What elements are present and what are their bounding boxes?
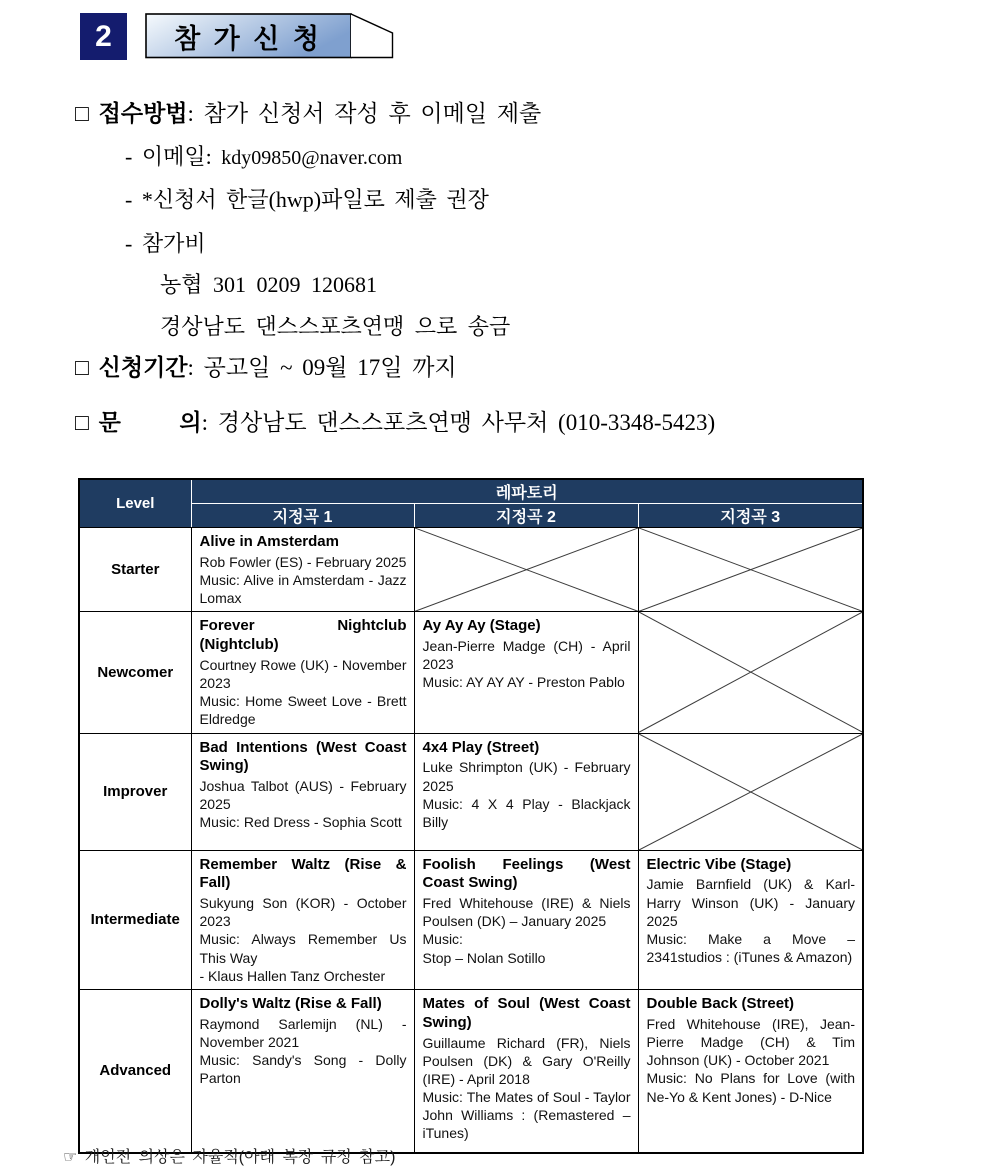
song-title: Dolly's Waltz (Rise & Fall): [199, 995, 382, 1012]
song-cell: [414, 990, 638, 1153]
file-format-text: *신청서 한글(hwp)파일로 제출 권장: [141, 187, 489, 212]
song-title: Electric Vibe (Stage): [646, 855, 792, 873]
crossed-out-cell: [638, 528, 863, 612]
song-detail-line: - Klaus Hallen Tanz Orchester: [199, 967, 386, 984]
song-title: Double Back (Street): [646, 995, 795, 1012]
song-detail-line: Music: Home Sweet Love - Brett Eldredge: [199, 693, 407, 728]
fee-label: 참가비: [141, 231, 206, 256]
song-header-3: 지정곡 3: [638, 504, 863, 528]
song-detail-line: Music: AY AY AY - Preston Pablo: [422, 674, 625, 691]
song-detail-line: Stop – Nolan Sotillo: [422, 949, 546, 966]
song-title: 4x4 Play (Street): [422, 738, 540, 756]
x-mark-icon: [415, 528, 638, 611]
song-detail-line: Joshua Talbot (AUS) - February 2025: [199, 778, 407, 813]
section-number: 2: [95, 19, 112, 53]
period-line: [75, 349, 457, 382]
method-label: 접수방법: [98, 101, 188, 126]
song-cell: [638, 990, 863, 1153]
song-detail-line: Guillaume Richard (FR), Niels Poulsen (DK) & Gary O'Reilly (IRE) - April 2018: [422, 1034, 631, 1087]
repertoire-table: [78, 478, 864, 1154]
song-detail-line: Music: Always Remember Us This Way: [199, 931, 407, 966]
song-cell: [191, 733, 414, 850]
email-line: [125, 140, 402, 171]
email-label: 이메일:: [141, 144, 222, 169]
song-detail-line: Music: No Plans for Love (with Ne-Yo & Kent Jones) - D-Nice: [646, 1070, 855, 1105]
contact-text: : 경상남도 댄스스포츠연맹 사무처 (010-3348-5423): [201, 410, 716, 435]
song-title: Ay Ay Ay (Stage): [422, 617, 541, 635]
song-cell: [414, 850, 638, 989]
section-header: [80, 13, 395, 60]
song-detail-line: Music: Make a Move – 2341studios : (iTunes & Amazon): [646, 930, 855, 966]
dress-code-note: ☞ 개인전 의상은 자율적(아래 복장 규정 참고): [63, 1149, 396, 1166]
song-cell: [638, 850, 863, 989]
contact-label: 문 의: [98, 410, 202, 435]
song-detail-line: Fred Whitehouse (IRE), Jean-Pierre Madge (CH) & Tim Johnson (UK) - October 2021: [646, 1015, 855, 1069]
contact-line: [75, 404, 715, 437]
song-cell: [191, 612, 414, 733]
dash-bullet: -: [125, 144, 142, 169]
period-label: 신청기간: [98, 355, 188, 380]
email-address: kdy09850@naver.com: [221, 147, 403, 169]
repertoire-header: 레파토리: [191, 479, 863, 504]
level-cell: Newcomer: [79, 612, 191, 733]
song-detail-line: Music: Alive in Amsterdam - Jazz Lomax: [199, 571, 407, 607]
method-text: : 참가 신청서 작성 후 이메일 제출: [187, 101, 542, 126]
level-cell: Intermediate: [79, 850, 191, 989]
x-mark-icon: [639, 612, 863, 732]
crossed-out-cell: [638, 733, 863, 850]
section-title: 참 가 신 청: [174, 23, 322, 54]
level-cell: Advanced: [79, 990, 191, 1153]
song-detail-line: Jamie Barnfield (UK) & Karl-Harry Winson (UK) - January 2025: [646, 876, 855, 929]
x-mark-icon: [639, 734, 863, 850]
song-detail-line: Jean-Pierre Madge (CH) - April 2023: [422, 638, 631, 673]
song-cell: [191, 528, 414, 612]
song-title: Remember Waltz (Rise & Fall): [199, 855, 407, 892]
x-mark-icon: [639, 528, 863, 611]
song-title: Mates of Soul (West Coast Swing): [422, 995, 631, 1031]
song-title: Bad Intentions (West Coast Swing): [199, 738, 407, 775]
crossed-out-cell: [638, 612, 863, 733]
song-detail-line: Music:: [422, 931, 463, 948]
table-row: [79, 528, 863, 612]
song-cell: [414, 733, 638, 850]
song-detail-line: Fred Whitehouse (IRE) & Niels Poulsen (DK) – January 2025: [422, 895, 631, 930]
method-line: [75, 95, 541, 128]
table-row: [79, 733, 863, 850]
song-detail-line: Courtney Rowe (UK) - November 2023: [199, 656, 407, 691]
song-detail-line: Music: Sandy's Song - Dolly Parton: [199, 1052, 407, 1087]
dash-bullet: -: [125, 231, 142, 256]
table-row: [79, 850, 863, 989]
fee-line: [125, 227, 206, 258]
song-detail-line: Sukyung Son (KOR) - October 2023: [199, 895, 407, 930]
info-section: [75, 95, 915, 455]
song-cell: [414, 612, 638, 733]
square-bullet-icon: □: [75, 101, 99, 126]
song-detail-line: Luke Shrimpton (UK) - February 2025: [422, 759, 631, 794]
bank-transfer-line: 경상남도 댄스스포츠연맹 으로 송금: [160, 314, 511, 339]
bank-account-line: 농협 301 0209 120681: [160, 272, 378, 297]
crossed-out-cell: [414, 528, 638, 612]
file-format-line: [125, 183, 489, 214]
level-cell: Starter: [79, 528, 191, 612]
section-title-banner: [145, 13, 395, 59]
song-cell: [191, 990, 414, 1153]
level-cell: Improver: [79, 733, 191, 850]
song-title: Forever Nightclub (Nightclub): [199, 617, 407, 654]
song-detail-line: Raymond Sarlemijn (NL) - November 2021: [199, 1015, 407, 1050]
square-bullet-icon: □: [75, 410, 99, 435]
repertoire-table-wrap: [78, 478, 864, 1154]
song-header-2: 지정곡 2: [414, 504, 638, 528]
song-title: Foolish Feelings (West Coast Swing): [422, 855, 631, 892]
song-detail-line: Music: 4 X 4 Play - Blackjack Billy: [422, 795, 631, 830]
level-column-header: Level: [79, 479, 191, 528]
song-detail-line: Rob Fowler (ES) - February 2025: [199, 553, 407, 570]
period-text: : 공고일 ~ 09월 17일 까지: [187, 355, 457, 380]
dash-bullet: -: [125, 187, 142, 212]
song-header-1: 지정곡 1: [191, 504, 414, 528]
section-number-box: [80, 13, 127, 60]
song-detail-line: Music: Red Dress - Sophia Scott: [199, 814, 402, 831]
song-cell: [191, 850, 414, 989]
song-detail-line: Music: The Mates of Soul - Taylor John Williams : (Remastered – iTunes): [422, 1089, 631, 1142]
table-row: [79, 612, 863, 733]
square-bullet-icon: □: [75, 355, 99, 380]
table-row: [79, 990, 863, 1153]
song-title: Alive in Amsterdam: [199, 533, 339, 550]
